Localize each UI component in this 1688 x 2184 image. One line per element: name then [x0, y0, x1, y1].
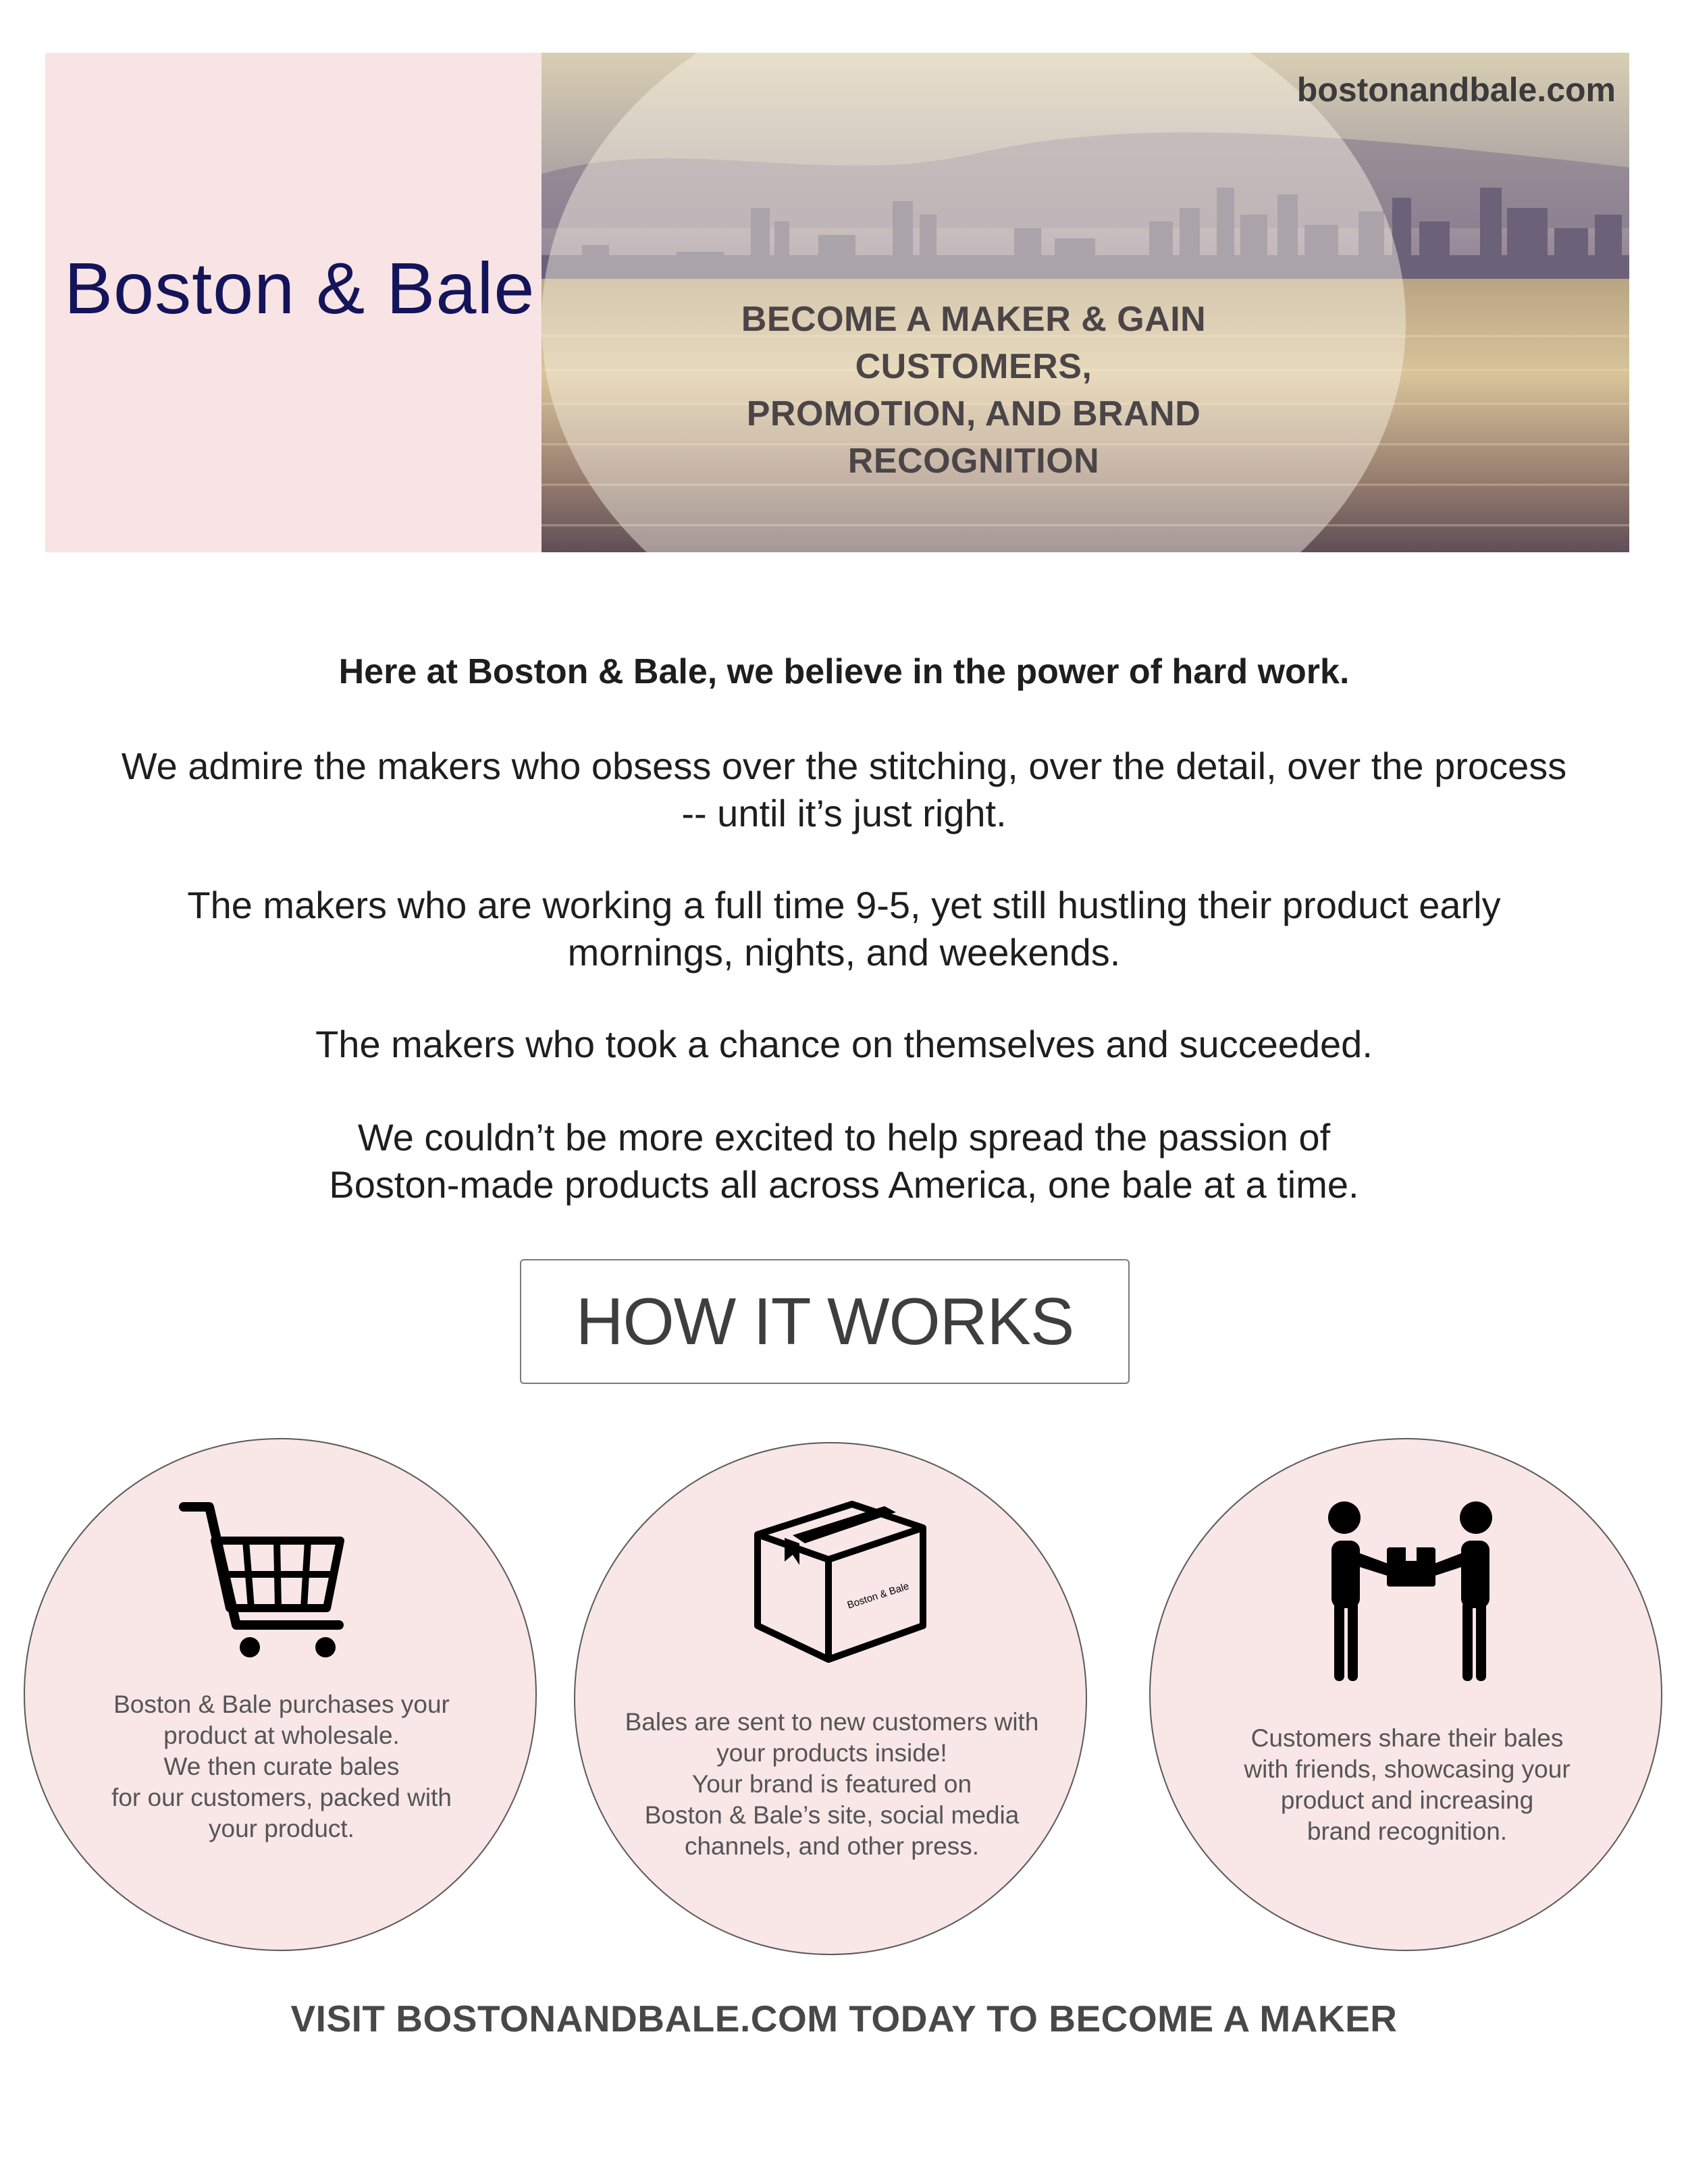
- step-3-line-1: Customers share their bales: [1250, 1724, 1564, 1752]
- step-2-line-4: Boston & Bale’s site, social media: [644, 1801, 1020, 1829]
- shopping-cart-icon: [170, 1493, 366, 1669]
- handoff-icon: [1319, 1500, 1502, 1689]
- step-3-line-4: brand recognition.: [1307, 1817, 1508, 1845]
- step-3-line-3: product and increasing: [1280, 1786, 1534, 1814]
- intro-p2-line2: mornings, nights, and weekends.: [567, 931, 1121, 974]
- step-1-line-1: Boston & Bale purchases your: [113, 1690, 450, 1718]
- hero-image: [542, 53, 1629, 552]
- intro-paragraph-4: [0, 1114, 1688, 1208]
- step-1-line-5: your product.: [209, 1815, 354, 1842]
- brand-panel: [45, 53, 542, 552]
- hero-tagline-line2: PROMOTION, AND BRAND RECOGNITION: [746, 394, 1201, 481]
- header-banner: [45, 53, 1629, 552]
- intro-p4-line1: We couldn’t be more excited to help spread the passion of: [357, 1116, 1331, 1158]
- step-2-line-5: channels, and other press.: [684, 1832, 980, 1860]
- step-1-line-2: product at wholesale.: [163, 1722, 400, 1749]
- step-3-circle: [1149, 1438, 1662, 1951]
- intro-p1-line1: We admire the makers who obsess over the stitching, over the detail, over the process: [121, 745, 1567, 787]
- step-1-circle: [24, 1438, 537, 1951]
- hero-tagline-line1: BECOME A MAKER & GAIN CUSTOMERS,: [741, 300, 1207, 386]
- intro-paragraph-3: The makers who took a chance on themselves and succeeded.: [315, 1023, 1373, 1065]
- intro-paragraph-2: [0, 882, 1688, 976]
- how-it-works-title: HOW IT WORKS: [520, 1259, 1130, 1384]
- intro-p4-line2: Boston-made products all across America, one bale at a time.: [329, 1163, 1359, 1206]
- step-2-line-1: Bales are sent to new customers with: [625, 1708, 1039, 1736]
- step-2-circle: [574, 1442, 1087, 1955]
- cta-text: VISIT BOSTONANDBALE.COM TODAY TO BECOME A MAKER: [290, 1998, 1398, 2040]
- hero-tagline: [643, 296, 1304, 485]
- step-1-line-3: We then curate bales: [163, 1753, 400, 1780]
- step-2-line-2: your products inside!: [716, 1739, 947, 1767]
- step-2-text: [616, 1707, 1048, 1862]
- intro-p1-line2: -- until it’s just right.: [681, 792, 1007, 834]
- step-3-text: [1191, 1723, 1623, 1847]
- step-1-text: [65, 1689, 498, 1844]
- box-label: Boston & Bale: [845, 1580, 911, 1612]
- box-icon: [751, 1497, 926, 1666]
- intro-paragraph-1: [0, 743, 1688, 837]
- step-3-line-2: with friends, showcasing your: [1244, 1755, 1571, 1783]
- step-1-line-4: for our customers, packed with: [111, 1784, 452, 1811]
- step-2-line-3: Your brand is featured on: [691, 1770, 972, 1798]
- intro-p2-line1: The makers who are working a full time 9-5, yet still hustling their product early: [187, 884, 1501, 926]
- site-url: bostonandbale.com: [1296, 71, 1616, 109]
- intro-headline: Here at Boston & Bale, we believe in the power of hard work.: [338, 652, 1350, 691]
- brand-name: Boston & Bale: [64, 247, 535, 329]
